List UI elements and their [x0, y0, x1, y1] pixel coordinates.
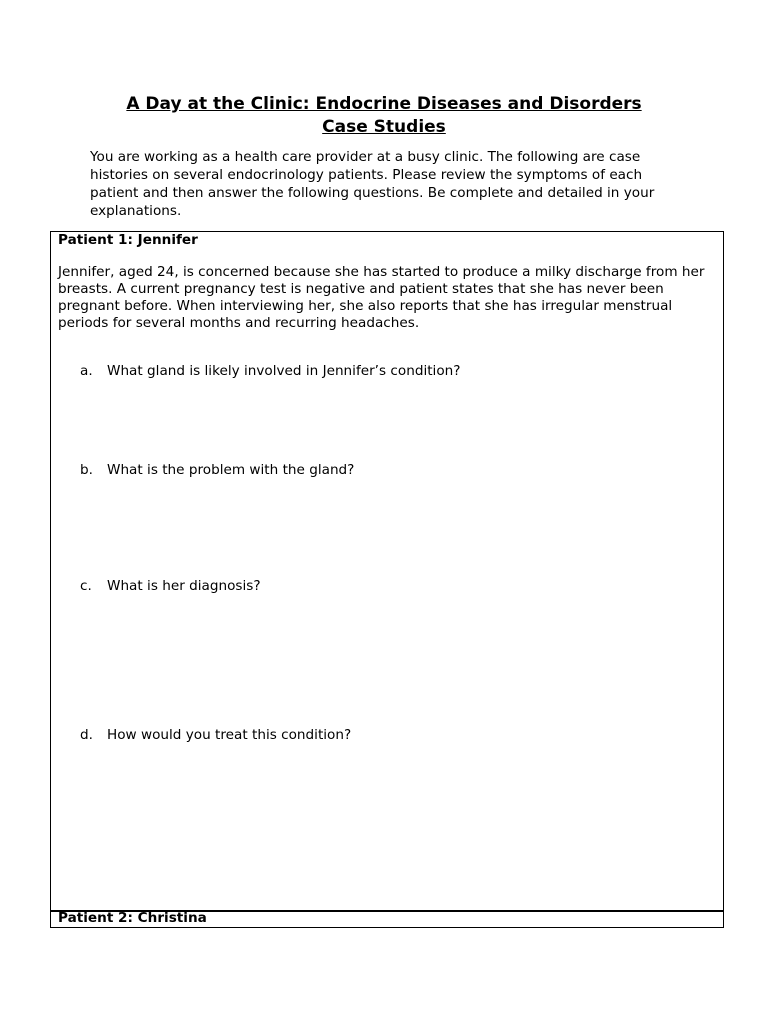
question-text: How would you treat this condition?: [107, 727, 352, 743]
case-text-line: periods for several months and recurring headaches.: [58, 315, 420, 331]
case-text-line: breasts. A current pregnancy test is negative and patient states that she has never been: [58, 281, 664, 297]
question-a: [80, 363, 460, 380]
patient-2-case-box: [50, 910, 724, 928]
question-text: What is the problem with the gland?: [107, 462, 355, 478]
intro-line: histories on several endocrinology patients. Please review the symptoms of each: [90, 167, 643, 183]
patient-2-header: Patient 2: Christina: [58, 910, 207, 926]
intro-line: You are working as a health care provider at a busy clinic. The following are case: [90, 149, 641, 165]
question-b: [80, 462, 354, 479]
question-text: What gland is likely involved in Jennifer’s condition?: [107, 363, 461, 379]
intro-paragraph: [90, 148, 690, 220]
patient-1-case-text: [58, 264, 718, 332]
title-line-2: Case Studies: [322, 117, 446, 137]
document-title: [0, 93, 768, 139]
intro-line: explanations.: [90, 203, 182, 219]
patient-1-case-box: [50, 231, 724, 912]
patient-1-header: Patient 1: Jennifer: [58, 232, 198, 248]
question-letter: a.: [80, 363, 93, 379]
question-letter: d.: [80, 727, 93, 743]
case-text-line: pregnant before. When interviewing her, she also reports that she has irregular menstrual: [58, 298, 673, 314]
question-c: [80, 578, 261, 595]
title-line-1: A Day at the Clinic: Endocrine Diseases and Disorders: [126, 94, 642, 114]
question-text: What is her diagnosis?: [107, 578, 261, 594]
question-letter: c.: [80, 578, 92, 594]
case-text-line: Jennifer, aged 24, is concerned because she has started to produce a milky discharge from her: [58, 264, 705, 280]
question-d: [80, 727, 351, 744]
question-letter: b.: [80, 462, 93, 478]
intro-line: patient and then answer the following questions. Be complete and detailed in your: [90, 185, 655, 201]
